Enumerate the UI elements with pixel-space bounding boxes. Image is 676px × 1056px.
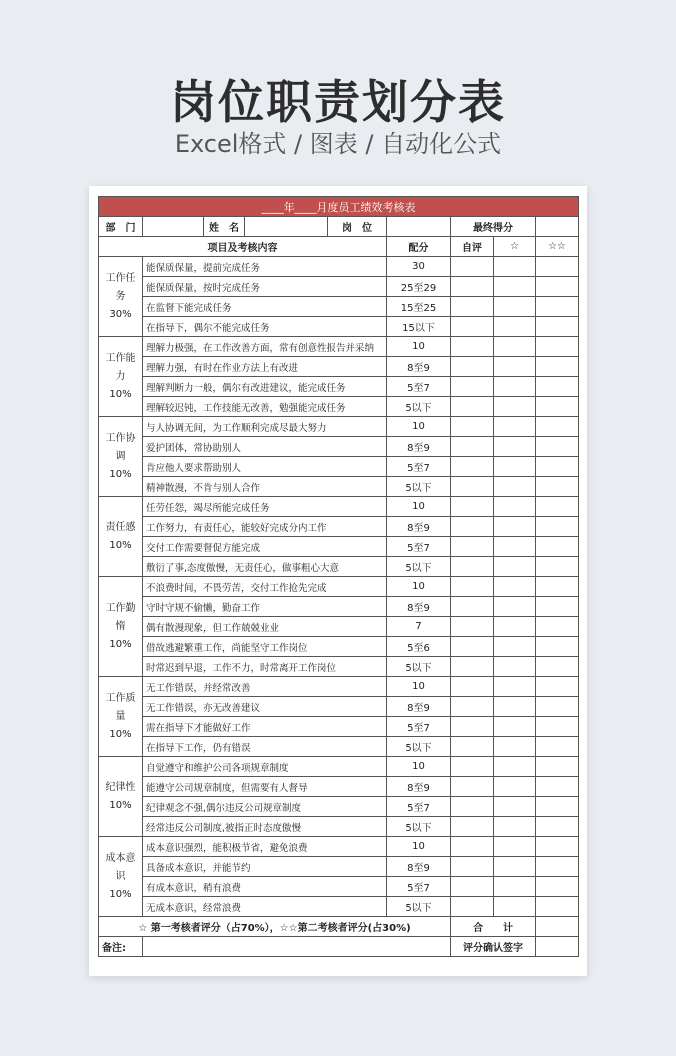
self-score-cell[interactable]: [451, 477, 494, 497]
category-weight: 10%: [109, 799, 132, 811]
self-score-cell[interactable]: [451, 417, 494, 437]
banner-row: [99, 197, 579, 217]
second-evaluator-cell[interactable]: [536, 597, 579, 617]
post-value[interactable]: [387, 217, 451, 237]
criteria-row: [99, 497, 579, 517]
self-score-cell[interactable]: [451, 777, 494, 797]
self-score-cell[interactable]: [451, 377, 494, 397]
first-evaluator-cell[interactable]: [494, 697, 536, 717]
criteria-row: [99, 897, 579, 917]
first-evaluator-cell[interactable]: [494, 497, 536, 517]
criteria-text: 在监督下能完成任务: [143, 297, 387, 317]
second-evaluator-cell[interactable]: [536, 577, 579, 597]
second-evaluator-cell[interactable]: [536, 817, 579, 837]
self-score-cell[interactable]: [451, 497, 494, 517]
first-evaluator-cell[interactable]: [494, 537, 536, 557]
category-cell: [99, 677, 143, 757]
criteria-row: [99, 557, 579, 577]
first-evaluator-cell[interactable]: [494, 517, 536, 537]
criteria-score: 8至9: [387, 697, 451, 717]
second-evaluator-cell[interactable]: [536, 857, 579, 877]
second-evaluator-cell[interactable]: [536, 357, 579, 377]
self-score-cell[interactable]: [451, 537, 494, 557]
criteria-score: 5至7: [387, 537, 451, 557]
second-evaluator-cell[interactable]: [536, 497, 579, 517]
page-subtitle: Excel格式 / 图表 / 自动化公式: [174, 130, 502, 158]
first-evaluator-cell[interactable]: [494, 597, 536, 617]
category-name: 工作任务: [105, 272, 136, 302]
criteria-row: [99, 817, 579, 837]
criteria-score: 15至25: [387, 297, 451, 317]
self-score-cell[interactable]: [451, 797, 494, 817]
criteria-text: 交付工作需要督促方能完成: [143, 537, 387, 557]
self-score-cell[interactable]: [451, 717, 494, 737]
first-evaluator-cell[interactable]: [494, 717, 536, 737]
second-evaluator-cell[interactable]: [536, 377, 579, 397]
criteria-score: 10: [387, 677, 451, 697]
criteria-row: [99, 377, 579, 397]
second-evaluator-cell[interactable]: [536, 277, 579, 297]
criteria-text: 偶有散漫现象，但工作兢兢业业: [143, 617, 387, 637]
category-cell: [99, 417, 143, 497]
criteria-row: [99, 857, 579, 877]
self-score-cell[interactable]: [451, 397, 494, 417]
second-evaluator-cell[interactable]: [536, 397, 579, 417]
second-evaluator-cell[interactable]: [536, 477, 579, 497]
criteria-score: 10: [387, 417, 451, 437]
criteria-score: 10: [387, 577, 451, 597]
remarks-label: 备注:: [99, 937, 143, 957]
category-name: 工作勤惰: [105, 602, 136, 632]
criteria-text: 理解判断力一般，偶尔有改进建议，能完成任务: [143, 377, 387, 397]
second-evaluator-cell[interactable]: [536, 337, 579, 357]
category-cell: [99, 577, 143, 677]
self-score-cell[interactable]: [451, 757, 494, 777]
star2-header: ☆☆: [536, 237, 579, 257]
criteria-row: [99, 717, 579, 737]
first-evaluator-cell[interactable]: [494, 637, 536, 657]
criteria-row: [99, 457, 579, 477]
second-evaluator-cell[interactable]: [536, 657, 579, 677]
self-score-cell[interactable]: [451, 617, 494, 637]
criteria-score: 8至9: [387, 517, 451, 537]
self-score-cell[interactable]: [451, 517, 494, 537]
criteria-row: [99, 797, 579, 817]
first-evaluator-cell[interactable]: [494, 257, 536, 277]
first-evaluator-cell[interactable]: [494, 357, 536, 377]
second-evaluator-cell[interactable]: [536, 557, 579, 577]
dept-value[interactable]: [143, 217, 204, 237]
self-score-cell[interactable]: [451, 257, 494, 277]
first-evaluator-cell[interactable]: [494, 657, 536, 677]
second-evaluator-cell[interactable]: [536, 737, 579, 757]
second-evaluator-cell[interactable]: [536, 777, 579, 797]
evaluator-note: ☆ 第一考核者评分（占70%），☆☆第二考核者评分(占30%): [99, 917, 451, 937]
criteria-text: 与人协调无间，为工作顺利完成尽最大努力: [143, 417, 387, 437]
criteria-score: 10: [387, 497, 451, 517]
first-evaluator-cell[interactable]: [494, 477, 536, 497]
first-evaluator-cell[interactable]: [494, 777, 536, 797]
star1-header: ☆: [494, 237, 536, 257]
self-score-cell[interactable]: [451, 577, 494, 597]
criteria-score: 8至9: [387, 357, 451, 377]
second-evaluator-cell[interactable]: [536, 717, 579, 737]
self-header: 自评: [451, 237, 494, 257]
second-evaluator-cell[interactable]: [536, 637, 579, 657]
first-evaluator-cell[interactable]: [494, 397, 536, 417]
category-weight: 10%: [109, 539, 132, 551]
remarks-value[interactable]: [143, 937, 451, 957]
criteria-score: 10: [387, 757, 451, 777]
first-evaluator-cell[interactable]: [494, 437, 536, 457]
criteria-text: 纪律观念不强,偶尔违反公司规章制度: [143, 797, 387, 817]
first-evaluator-cell[interactable]: [494, 817, 536, 837]
criteria-row: [99, 617, 579, 637]
criteria-score: 10: [387, 337, 451, 357]
criteria-row: [99, 737, 579, 757]
category-name: 责任感: [105, 521, 136, 533]
category-cell: [99, 837, 143, 917]
sheet-banner: ____年____月度员工绩效考核表: [99, 197, 579, 217]
criteria-text: 无工作错误，亦无改善建议: [143, 697, 387, 717]
criteria-score: 30: [387, 257, 451, 277]
second-evaluator-cell[interactable]: [536, 677, 579, 697]
name-value[interactable]: [245, 217, 328, 237]
criteria-score: 7: [387, 617, 451, 637]
criteria-text: 在指导下工作，仍有错误: [143, 737, 387, 757]
criteria-text: 爱护团体，常协助别人: [143, 437, 387, 457]
second-evaluator-cell[interactable]: [536, 697, 579, 717]
criteria-text: 有成本意识，稍有浪费: [143, 877, 387, 897]
criteria-score: 5至7: [387, 457, 451, 477]
self-score-cell[interactable]: [451, 657, 494, 677]
first-evaluator-cell[interactable]: [494, 677, 536, 697]
category-name: 工作协调: [105, 432, 136, 462]
criteria-text: 借故逃避繁重工作，尚能坚守工作岗位: [143, 637, 387, 657]
category-cell: [99, 497, 143, 577]
criteria-score: 5至7: [387, 877, 451, 897]
self-score-cell[interactable]: [451, 437, 494, 457]
criteria-score: 10: [387, 837, 451, 857]
criteria-text: 能保质保量，按时完成任务: [143, 277, 387, 297]
first-evaluator-cell[interactable]: [494, 857, 536, 877]
criteria-text: 成本意识强烈，能积极节省，避免浪费: [143, 837, 387, 857]
second-evaluator-cell[interactable]: [536, 537, 579, 557]
category-name: 成本意识: [105, 852, 136, 882]
criteria-text: 能保质保量，提前完成任务: [143, 257, 387, 277]
page-title: 岗位职责划分表: [170, 75, 506, 129]
criteria-text: 具备成本意识，并能节约: [143, 857, 387, 877]
criteria-score: 5至6: [387, 637, 451, 657]
first-evaluator-cell[interactable]: [494, 297, 536, 317]
confirm-label: 评分确认签字: [451, 937, 536, 957]
criteria-row: [99, 657, 579, 677]
first-evaluator-cell[interactable]: [494, 457, 536, 477]
criteria-score: 5以下: [387, 897, 451, 917]
first-evaluator-cell[interactable]: [494, 337, 536, 357]
criteria-row: [99, 397, 579, 417]
first-evaluator-cell[interactable]: [494, 897, 536, 917]
post-label: 岗 位: [328, 217, 387, 237]
second-evaluator-cell[interactable]: [536, 757, 579, 777]
second-evaluator-cell[interactable]: [536, 297, 579, 317]
confirm-value[interactable]: [536, 937, 579, 957]
info-row: [99, 217, 579, 237]
criteria-text: 工作努力，有责任心，能较好完成分内工作: [143, 517, 387, 537]
first-evaluator-cell[interactable]: [494, 797, 536, 817]
criteria-score: 5至7: [387, 717, 451, 737]
criteria-row: [99, 477, 579, 497]
criteria-score: 5以下: [387, 657, 451, 677]
criteria-text: 能遵守公司规章制度，但需要有人督导: [143, 777, 387, 797]
first-evaluator-cell[interactable]: [494, 577, 536, 597]
criteria-text: 无工作错误，并经常改善: [143, 677, 387, 697]
category-weight: 10%: [109, 728, 132, 740]
column-header-row: [99, 237, 579, 257]
second-evaluator-cell[interactable]: [536, 437, 579, 457]
criteria-text: 理解力极强，在工作改善方面，常有创意性报告并采纳: [143, 337, 387, 357]
items-header: 项目及考核内容: [99, 237, 387, 257]
criteria-row: [99, 577, 579, 597]
self-score-cell[interactable]: [451, 277, 494, 297]
first-evaluator-cell[interactable]: [494, 837, 536, 857]
category-weight: 30%: [109, 308, 132, 320]
second-evaluator-cell[interactable]: [536, 517, 579, 537]
self-score-cell[interactable]: [451, 337, 494, 357]
category-name: 工作能力: [105, 352, 136, 382]
criteria-row: [99, 837, 579, 857]
criteria-row: [99, 697, 579, 717]
criteria-text: 肯应他人要求帮助别人: [143, 457, 387, 477]
criteria-text: 敷衍了事,态度傲慢，无责任心，做事粗心大意: [143, 557, 387, 577]
first-evaluator-cell[interactable]: [494, 617, 536, 637]
second-evaluator-cell[interactable]: [536, 457, 579, 477]
criteria-score: 5以下: [387, 817, 451, 837]
category-cell: [99, 757, 143, 837]
self-score-cell[interactable]: [451, 817, 494, 837]
self-score-cell[interactable]: [451, 297, 494, 317]
criteria-text: 理解较迟钝，工作技能无改善，勉强能完成任务: [143, 397, 387, 417]
second-evaluator-cell[interactable]: [536, 837, 579, 857]
second-evaluator-cell[interactable]: [536, 897, 579, 917]
criteria-row: [99, 337, 579, 357]
second-evaluator-cell[interactable]: [536, 257, 579, 277]
criteria-row: [99, 417, 579, 437]
criteria-row: [99, 877, 579, 897]
first-evaluator-cell[interactable]: [494, 277, 536, 297]
first-evaluator-cell[interactable]: [494, 877, 536, 897]
criteria-row: [99, 637, 579, 657]
criteria-score: 8至9: [387, 857, 451, 877]
criteria-score: 15以下: [387, 317, 451, 337]
criteria-text: 守时守规不偷懒，勤奋工作: [143, 597, 387, 617]
evaluator-row: [99, 917, 579, 937]
criteria-row: [99, 257, 579, 277]
self-score-cell[interactable]: [451, 837, 494, 857]
criteria-score: 8至9: [387, 777, 451, 797]
criteria-text: 理解力强，有时在作业方法上有改进: [143, 357, 387, 377]
criteria-text: 需在指导下才能做好工作: [143, 717, 387, 737]
second-evaluator-cell[interactable]: [536, 877, 579, 897]
category-weight: 10%: [109, 388, 132, 400]
self-score-cell[interactable]: [451, 737, 494, 757]
name-label: 姓 名: [204, 217, 245, 237]
self-score-cell[interactable]: [451, 877, 494, 897]
criteria-row: [99, 357, 579, 377]
self-score-cell[interactable]: [451, 457, 494, 477]
criteria-text: 经常违反公司制度,被指正时态度傲慢: [143, 817, 387, 837]
criteria-score: 8至9: [387, 597, 451, 617]
category-name: 工作质量: [105, 692, 136, 722]
total-value[interactable]: [536, 917, 579, 937]
criteria-row: [99, 677, 579, 697]
first-evaluator-cell[interactable]: [494, 317, 536, 337]
criteria-text: 不浪费时间，不畏劳苦，交付工作抢先完成: [143, 577, 387, 597]
total-label: 合 计: [451, 917, 536, 937]
criteria-text: 无成本意识，经常浪费: [143, 897, 387, 917]
criteria-row: [99, 777, 579, 797]
dept-label: 部 门: [99, 217, 143, 237]
self-score-cell[interactable]: [451, 557, 494, 577]
criteria-row: [99, 317, 579, 337]
category-weight: 10%: [109, 638, 132, 650]
final-score-label: 最终得分: [451, 217, 536, 237]
second-evaluator-cell[interactable]: [536, 417, 579, 437]
criteria-row: [99, 597, 579, 617]
category-weight: 10%: [109, 468, 132, 480]
criteria-row: [99, 517, 579, 537]
criteria-score: 5以下: [387, 397, 451, 417]
criteria-row: [99, 277, 579, 297]
appraisal-table: [98, 196, 579, 957]
first-evaluator-cell[interactable]: [494, 377, 536, 397]
category-cell: [99, 337, 143, 417]
criteria-text: 自觉遵守和维护公司各项规章制度: [143, 757, 387, 777]
criteria-row: [99, 297, 579, 317]
criteria-row: [99, 537, 579, 557]
criteria-row: [99, 757, 579, 777]
second-evaluator-cell[interactable]: [536, 317, 579, 337]
self-score-cell[interactable]: [451, 697, 494, 717]
criteria-score: 5以下: [387, 737, 451, 757]
first-evaluator-cell[interactable]: [494, 757, 536, 777]
final-score-value[interactable]: [536, 217, 579, 237]
second-evaluator-cell[interactable]: [536, 617, 579, 637]
self-score-cell[interactable]: [451, 597, 494, 617]
criteria-score: 5以下: [387, 477, 451, 497]
second-evaluator-cell[interactable]: [536, 797, 579, 817]
category-name: 纪律性: [105, 781, 136, 793]
self-score-cell[interactable]: [451, 357, 494, 377]
category-weight: 10%: [109, 888, 132, 900]
criteria-text: 时常迟到早退，工作不力，时常离开工作岗位: [143, 657, 387, 677]
criteria-score: 25至29: [387, 277, 451, 297]
self-score-cell[interactable]: [451, 897, 494, 917]
first-evaluator-cell[interactable]: [494, 737, 536, 757]
first-evaluator-cell[interactable]: [494, 417, 536, 437]
criteria-text: 精神散漫，不肯与别人合作: [143, 477, 387, 497]
criteria-row: [99, 437, 579, 457]
score-header: 配分: [387, 237, 451, 257]
criteria-score: 5至7: [387, 797, 451, 817]
criteria-text: 任劳任怨，竭尽所能完成任务: [143, 497, 387, 517]
first-evaluator-cell[interactable]: [494, 557, 536, 577]
criteria-text: 在指导下，偶尔不能完成任务: [143, 317, 387, 337]
remarks-row: [99, 937, 579, 957]
criteria-score: 5至7: [387, 377, 451, 397]
category-cell: [99, 257, 143, 337]
criteria-score: 8至9: [387, 437, 451, 457]
criteria-score: 5以下: [387, 557, 451, 577]
self-score-cell[interactable]: [451, 637, 494, 657]
self-score-cell[interactable]: [451, 317, 494, 337]
spreadsheet-preview: [89, 186, 587, 976]
self-score-cell[interactable]: [451, 857, 494, 877]
self-score-cell[interactable]: [451, 677, 494, 697]
